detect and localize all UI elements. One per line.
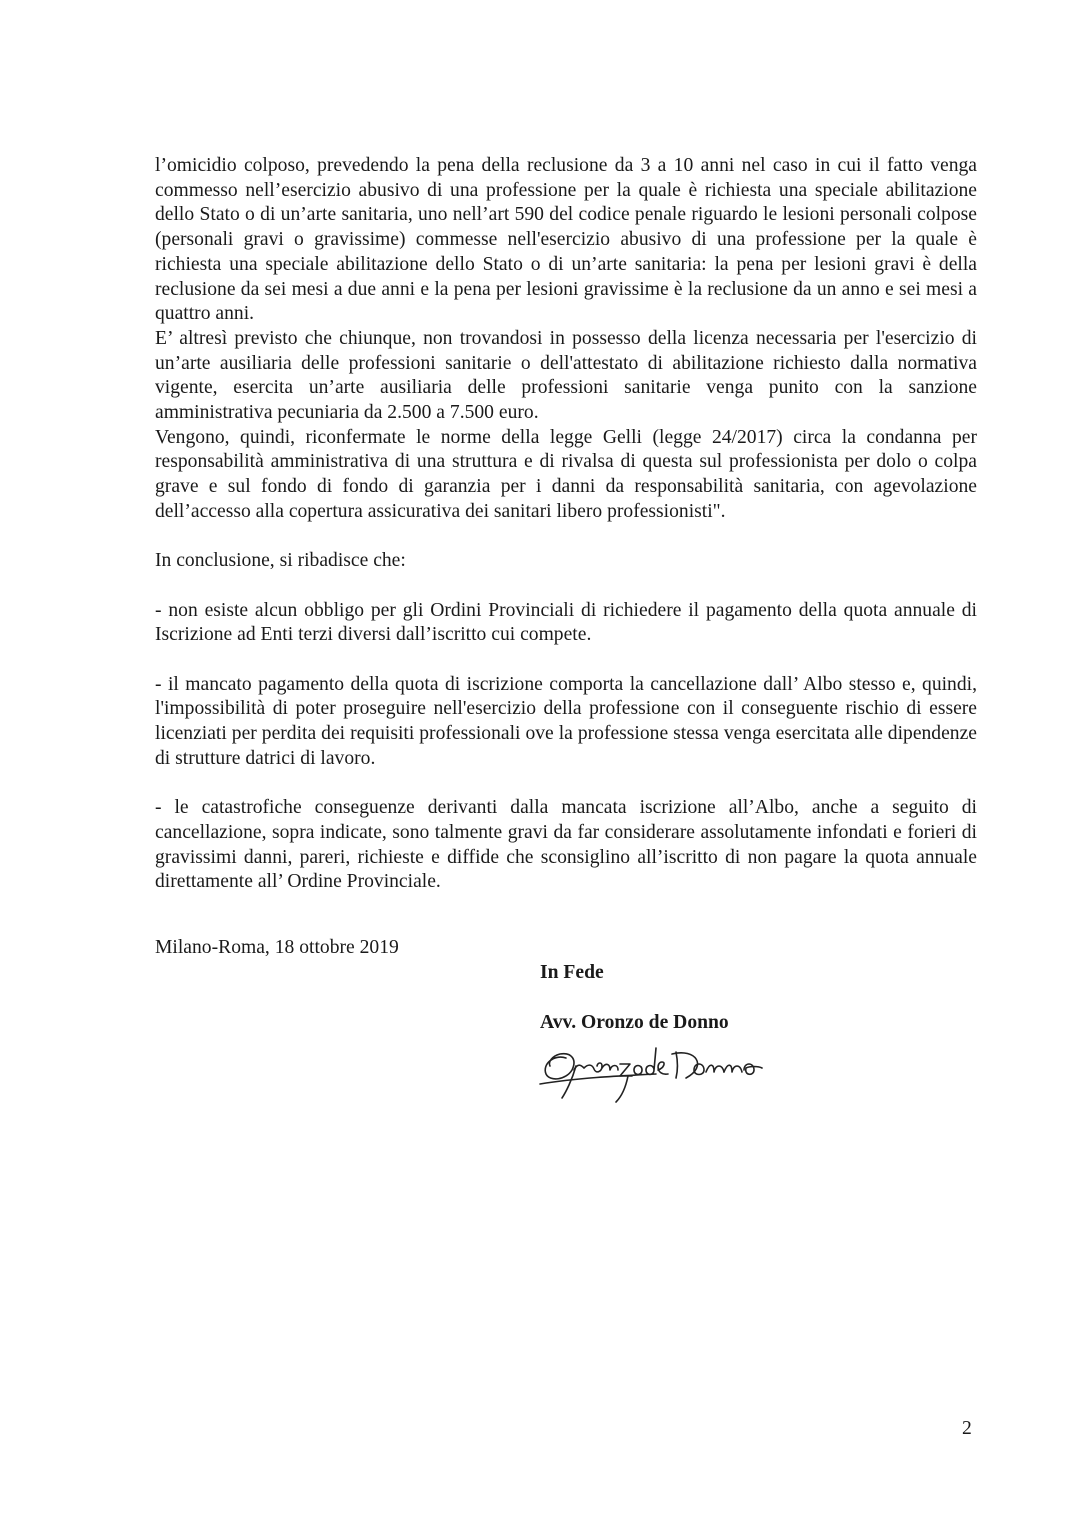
signatory-name: Avv. Oronzo de Donno bbox=[540, 1012, 729, 1033]
paragraph-arte-ausiliaria: E’ altresì previsto che chiunque, non trovandosi in possesso della licenza necessaria per l'esercizio di un’arte ausiliaria delle professioni sanitarie o dell'attestato di abilitazione richiesto dalla normativa vigente, esercita un’arte ausiliaria delle professioni sanitarie venga punito con la sanzione amministrativa pecuniaria da 2.500 a 7.500 euro. bbox=[155, 327, 977, 424]
handwritten-signature bbox=[536, 1036, 820, 1106]
paragraph-legge-gelli: Vengono, quindi, riconfermate le norme della legge Gelli (legge 24/2017) circa la condanna per responsabilità amministrativa di una struttura e di rivalsa di questa sul professionista per dolo o colpa grave e sul fondo di fondo di garanzia per i danni da responsabilità sanitaria, con agevolazione dell’accesso alla copertura assicurativa dei sanitari libero professionisti". bbox=[155, 426, 977, 522]
page-number: 2 bbox=[962, 1418, 972, 1439]
bullet-obbligo: - non esiste alcun obbligo per gli Ordini Provinciali di richiedere il pagamento della quota annuale di Iscrizione ad Enti terzi diversi dall’iscritto cui compete. bbox=[155, 599, 977, 646]
paragraph-conclusione: In conclusione, si ribadisce che: bbox=[155, 550, 406, 572]
bullet-conseguenze: - le catastrofiche conseguenze derivanti dalla mancata iscrizione all’Albo, anche a seguito di cancellazione, sopra indicate, sono talmente gravi da far considerare assolutamente infondati e forieri di gravissimi danni, pareri, richieste e diffide che sconsiglino all’iscritto di non pagare la quota annuale direttamente all’ Ordine Provinciale. bbox=[155, 797, 977, 893]
spacer bbox=[155, 525, 977, 550]
document-body bbox=[155, 154, 977, 895]
spacer bbox=[155, 772, 977, 797]
paragraph-omicidio-colposo: l’omicidio colposo, prevedendo la pena della reclusione da 3 a 10 anni nel caso in cui il fatto venga commesso nell’esercizio abusivo di una professione per la quale è richiesta una speciale abilitazione dello Stato o di un’arte sanitaria, uno nell’art 590 del codice penale riguardo le lesioni personali colpose (personali gravi o gravissime) commesse nell'esercizio abusivo di una professione per la quale è richiesta una speciale abilitazione dello Stato o di un’arte sanitaria: la pena per lesioni gravi è della reclusione da sei mesi a due anni e la pena per lesioni gravissime è la reclusione da un anno e sei mesi a quattro anni. bbox=[155, 155, 977, 325]
bullet-mancato-pagamento: - il mancato pagamento della quota di iscrizione comporta la cancellazione dall’ Albo stesso e, quindi, l'impossibilità di poter proseguire nell'esercizio della professione con il conseguente rischio di essere licenziati per perdita dei requisiti professionali ove la professione stessa venga esercitata alle dipendenze di strutture datrici di lavoro. bbox=[155, 673, 977, 769]
closing-in-fede: In Fede bbox=[540, 962, 604, 983]
spacer bbox=[155, 648, 977, 673]
place-date: Milano-Roma, 18 ottobre 2019 bbox=[155, 937, 399, 958]
spacer bbox=[155, 574, 977, 599]
